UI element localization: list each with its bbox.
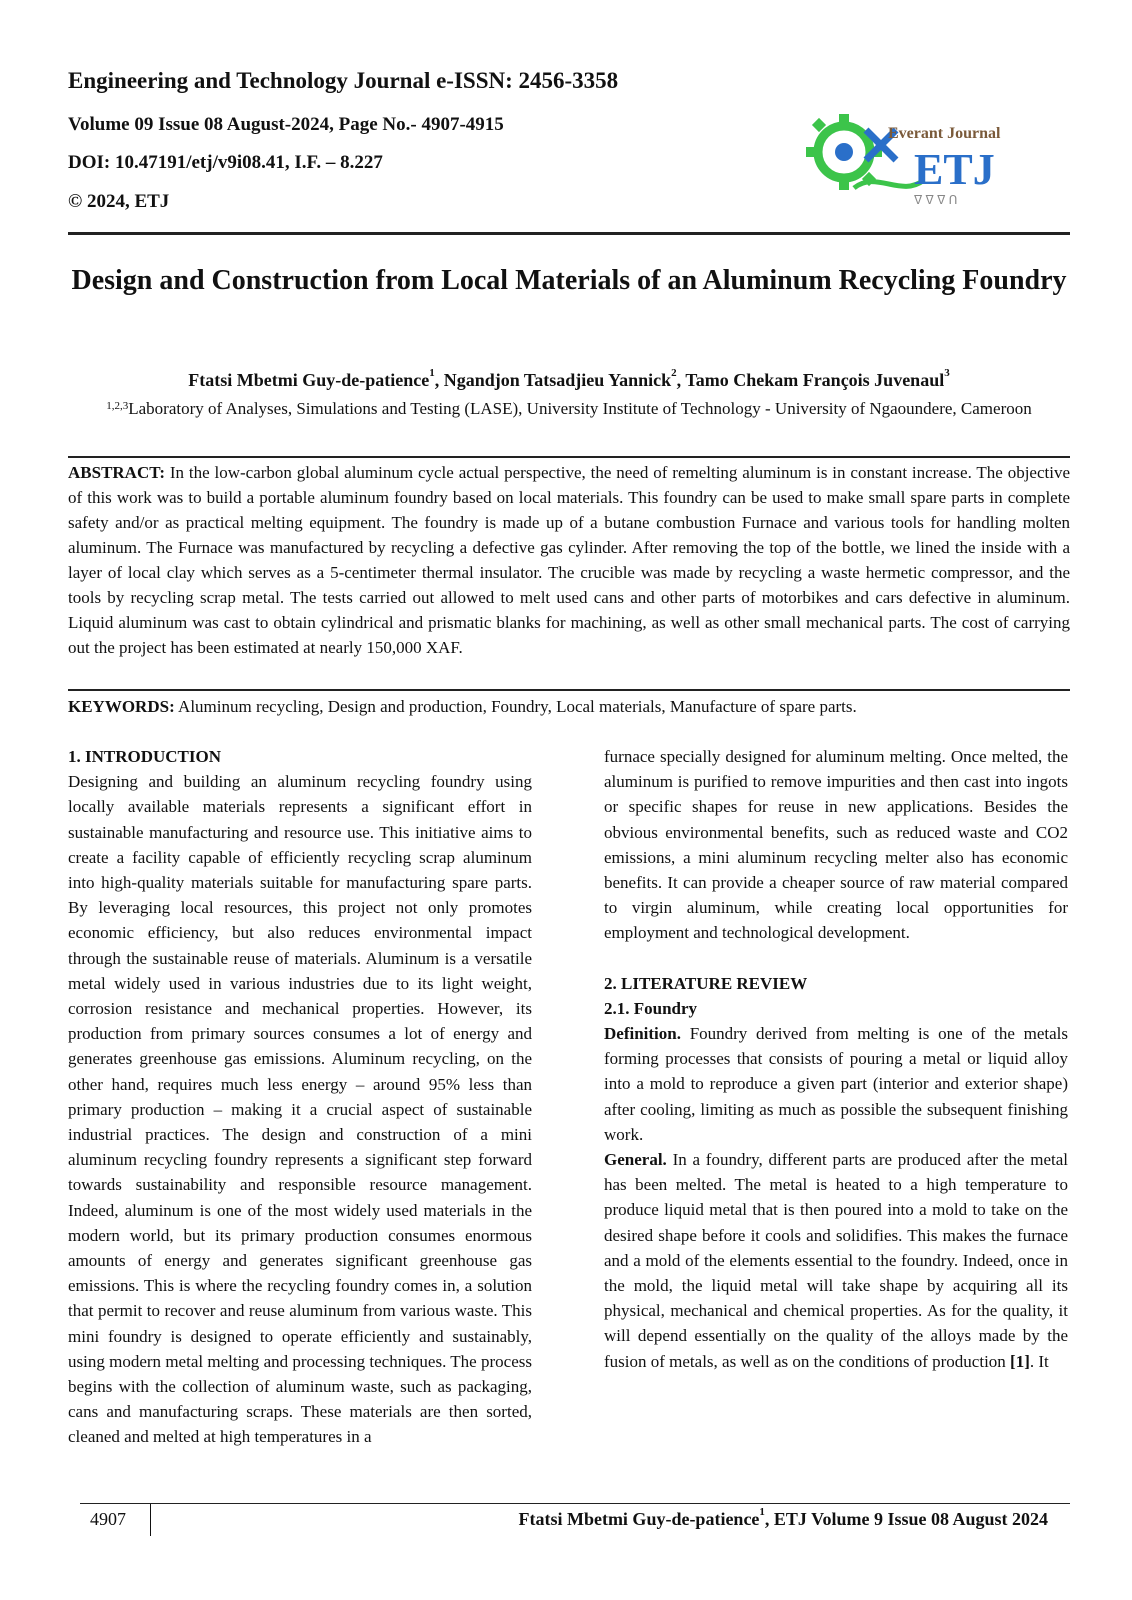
author-sup: 3: [944, 367, 950, 379]
general-text-end: . It: [1029, 1351, 1049, 1371]
svg-text:ᐁ ᐁ ᐁ ᑎ: ᐁ ᐁ ᐁ ᑎ: [914, 193, 958, 207]
running-footer: [518, 1506, 1048, 1530]
author-sup: 1: [429, 367, 435, 379]
section-heading-introduction: 1. INTRODUCTION: [68, 747, 222, 766]
keywords-text: Aluminum recycling, Design and production, Foundry, Local materials, Manufacture of spare parts.: [178, 697, 857, 716]
right-column: [604, 744, 1068, 1374]
keywords: [68, 695, 1070, 719]
section-heading-literature-review: 2. LITERATURE REVIEW: [604, 973, 808, 993]
abstract-top-rule: [68, 456, 1070, 458]
author-sup: 2: [671, 367, 677, 379]
footer-journal: , ETJ Volume 9 Issue 08 August 2024: [764, 1509, 1048, 1529]
paper-title: Design and Construction from Local Materials of an Aluminum Recycling Foundry: [71, 265, 1067, 296]
left-column: [68, 744, 532, 1450]
etj-logo: [806, 100, 1036, 216]
author-name: Ngandjon Tatsadjieu Yannick: [443, 370, 672, 390]
author-name: Ftatsi Mbetmi Guy-de-patience: [188, 370, 430, 390]
journal-name: Engineering and Technology Journal e-ISSN: 2456-3358: [68, 68, 619, 93]
logo-tagline: Everant Journal: [888, 125, 1001, 142]
affiliation-text: Laboratory of Analyses, Simulations and Testing (LASE), University Institute of Technology - University of Ngaoundere, Cameroon: [128, 399, 1032, 418]
footer-author: Ftatsi Mbetmi Guy-de-patience: [518, 1509, 760, 1529]
footer-separator: [150, 1504, 151, 1536]
introduction-continuation: furnace specially designed for aluminum melting. Once melted, the aluminum is purified to remove impurities and then cast into ingots or specific shapes for reuse in new applications. Besides the obvious environmental benefits, such as reduced waste and CO2 emissions, a mini aluminum recycling melter also has economic benefits. It can provide a cheaper source of raw material compared to virgin aluminum, while creating local opportunities for employment and technological development.: [604, 747, 1068, 943]
definition-paragraph: [604, 1021, 1068, 1147]
logo-text: ETJ: [914, 145, 995, 194]
footer-rule: [80, 1503, 1070, 1504]
affiliation-sup: 1,2,3: [106, 400, 129, 412]
general-paragraph: [604, 1147, 1068, 1374]
copyright: © 2024, ETJ: [68, 191, 170, 212]
abstract-bottom-rule: [68, 689, 1070, 691]
page-number: 4907: [90, 1509, 126, 1529]
doi-info: DOI: 10.47191/etj/v9i08.41, I.F. – 8.227: [68, 152, 383, 173]
volume-info: Volume 09 Issue 08 August-2024, Page No.- 4907-4915: [68, 114, 504, 135]
general-text: In a foundry, different parts are produced after the metal has been melted. The metal is heated to a high temperature to produce liquid metal that is then poured into a mold to take on the desired shape before it cools and solidifies. This makes the furnace and a mold of the elements essential to the foundry. Indeed, once in the mold, the liquid metal will take shape by acquiring all its physical, mechanical and chemical properties. As for the quality, it will depend essentially on the quality of the alloys made by the fusion of metals, as well as on the conditions of production: [604, 1150, 1068, 1371]
footer-sup: 1: [759, 1506, 765, 1518]
abstract-label: ABSTRACT:: [68, 463, 165, 482]
definition-text: Foundry derived from melting is one of the metals forming processes that consists of pouring a metal or liquid alloy into a mold to reproduce a given part (interior and exterior shape) after cooling, limiting as much as possible the subsequent finishing work.: [604, 1024, 1069, 1144]
affiliation: [68, 397, 1070, 421]
general-label: General.: [604, 1150, 667, 1170]
definition-label: Definition.: [604, 1024, 681, 1044]
introduction-paragraph: Designing and building an aluminum recycling foundry using locally available materials represents a significant effort in sustainable manufacturing and resource use. This initiative aims to create a facility capable of efficiently recycling scrap aluminum into high-quality materials suitable for manufacturing spare parts. By leveraging local resources, this project not only promotes economic efficiency, but also reduces environmental impact through the sustainable reuse of materials. Aluminum is a versatile metal widely used in various industries due to its light weight, corrosion resistance and mechanical properties. However, its production from primary sources consumes a lot of energy and generates greenhouse gas emissions. Aluminum recycling, on the other hand, requires much less energy – around 95% less than primary production – making it a crucial aspect of sustainable industrial practices. The design and construction of a mini aluminum recycling foundry represents a significant step forward towards sustainability and responsible resource management. Indeed, aluminum is one of the most widely used materials in the modern world, but its primary production consumes enormous amounts of energy and generates significant greenhouse gas emissions. This is where the recycling foundry comes in, a solution that permit to recover and reuse aluminum from various waste. This mini foundry is designed to operate efficiently and sustainably, using modern metal melting and processing techniques. The process begins with the collection of aluminum waste, such as packaging, cans and manufacturing scraps. These materials are then sorted, cleaned and melted at high temperatures in a: [68, 772, 532, 1447]
keywords-label: KEYWORDS:: [68, 697, 175, 716]
subsection-heading-foundry: 2.1. Foundry: [604, 998, 698, 1018]
author-name: Tamo Chekam François Juvenaul: [685, 370, 945, 390]
header-divider: [68, 232, 1070, 235]
abstract-text: In the low-carbon global aluminum cycle actual perspective, the need of remelting aluminum is in constant increase. The objective of this work was to build a portable aluminum foundry based on local materials. This foundry can be used to make small spare parts in complete safety and/or as practical melting equipment. The foundry is made up of a butane combustion Furnace and various tools for handling molten aluminum. The Furnace was manufactured by recycling a defective gas cylinder. After removing the top of the bottle, we lined the inside with a layer of local clay which serves as a 5-centimeter thermal insulator. The crucible was made by recycling a waste hermetic compressor, and the tools by recycling scrap metal. The tests carried out allowed to melt used cans and other parts of motorbikes and cars defective in aluminum. Liquid aluminum was cast to obtain cylindrical and prismatic blanks for machining, as well as other small mechanical parts. The cost of carrying out the project has been estimated at nearly 150,000 XAF.: [68, 463, 1071, 657]
citation-ref: [1]: [1010, 1351, 1030, 1371]
author-list: Ftatsi Mbetmi Guy-de-patience$^1$, Ngandjon Tatsadjieu Yannick$^2$, Tamo Chekam François Juvenaul$^3$: [188, 367, 950, 390]
abstract: [68, 460, 1070, 660]
